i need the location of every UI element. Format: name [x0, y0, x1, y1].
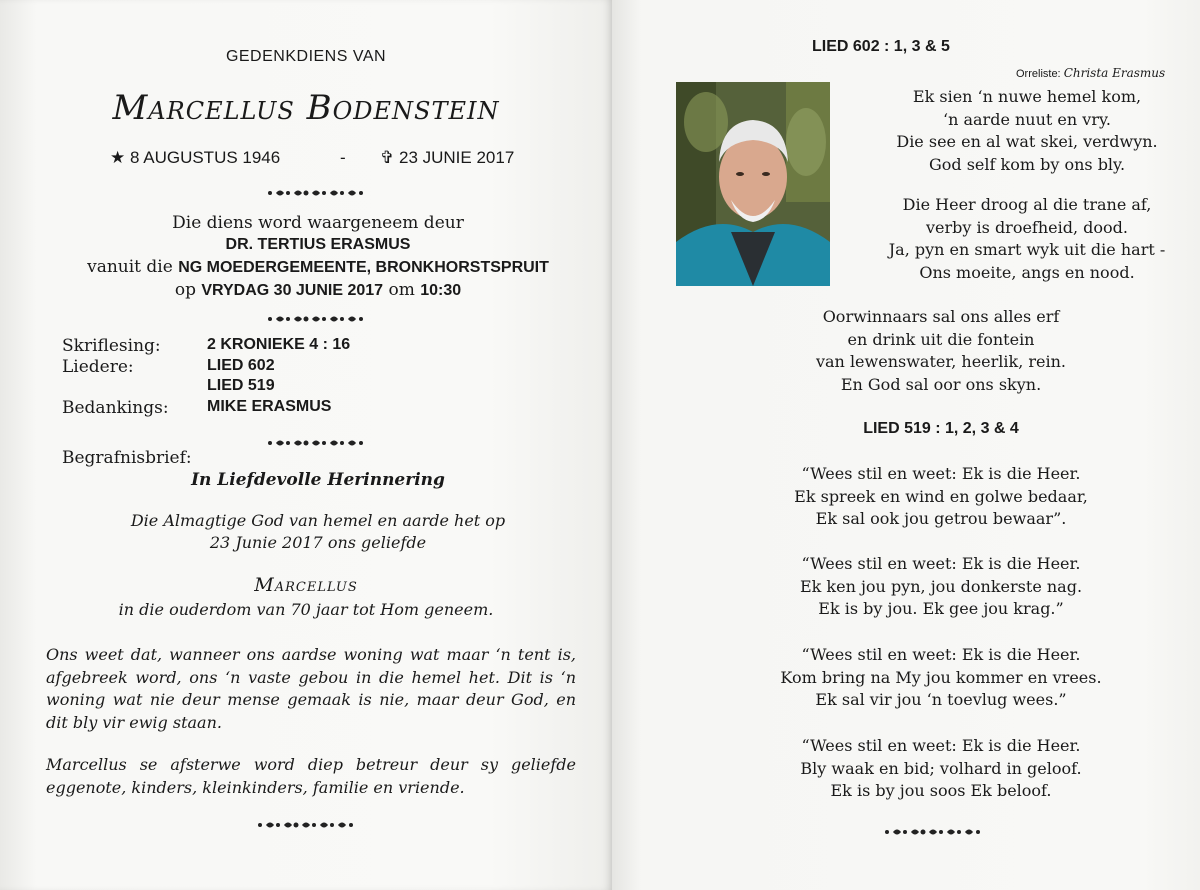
ornament-divider-icon: [256, 815, 356, 834]
verse-line: Die Heer droog al die trane af,: [902, 195, 1152, 214]
verse-line: van lewenswater, heerlik, rein.: [815, 352, 1067, 371]
verse-line: Ek sien ‘n nuwe hemel kom,: [912, 87, 1142, 106]
verse-line: “Wees stil en weet: Ek is die Heer.: [801, 645, 1081, 664]
service-time: 10:30: [420, 282, 462, 299]
verse-line: Ek is by jou. Ek gee jou krag.”: [818, 599, 1064, 618]
detail-value: LIED 602: [207, 357, 275, 374]
venue: NG MOEDERGEMEENTE, BRONKHORSTSPRUIT: [178, 259, 549, 276]
time-prefix: om: [388, 280, 415, 300]
almagtig-text: [0, 510, 636, 554]
verse-line: Ek ken jou pyn, jou donkerste nag.: [799, 576, 1083, 596]
service-date: VRYDAG 30 JUNIE 2017: [201, 282, 384, 299]
birth-date: 8 AUGUSTUS 1946: [129, 148, 281, 167]
verse-line: Ja, pyn en smart wyk uit die hart -: [888, 240, 1166, 259]
memorial-heading: GEDENKDIENS VAN: [225, 48, 387, 65]
ornament-divider-icon: [266, 183, 366, 202]
detail-value: 2 KRONIEKE 4 : 16: [207, 336, 351, 353]
begrafnisbrief-label: Begrafnisbrief:: [62, 448, 192, 468]
hymn-602-title: LIED 602 : 1, 3 & 5: [812, 38, 950, 55]
verse-line: Ek sal vir jou ‘n toevlug wees.”: [815, 690, 1067, 709]
verse-line: Ek sal ook jou getrou bewaar”.: [815, 509, 1067, 528]
deceased-name-small: Marcellus: [254, 574, 358, 596]
deceased-name: Marcellus Bodenstein: [112, 88, 500, 128]
detail-label: Skriflesing:: [62, 336, 161, 356]
detail-label: Bedankings:: [62, 398, 169, 418]
hymn-519-title: LIED 519 : 1, 2, 3 & 4: [863, 420, 1019, 437]
verse-line: Bly waak en bid; volhard in geloof.: [800, 758, 1082, 778]
officiant: DR. TERTIUS ERASMUS: [225, 236, 411, 253]
verse-line: Die see en al wat skei, verdwyn.: [896, 132, 1158, 151]
detail-value: LIED 519: [207, 377, 275, 394]
verse-line: ‘n aarde nuut en vry.: [943, 109, 1111, 129]
hymn-verse: [741, 644, 1141, 712]
hymn-verse: [741, 306, 1141, 396]
service-info: [0, 212, 636, 302]
verse-line: God self kom by ons bly.: [928, 154, 1126, 174]
star-icon: ★: [110, 148, 126, 167]
hymn-verse: [741, 553, 1141, 621]
organist-name: Christa Erasmus: [1063, 66, 1166, 80]
mourning-paragraph: Marcellus se afsterwe word diep betreur deur sy geliefde eggenote, kinders, kleinkinders, familie en vriende.: [46, 755, 576, 797]
scripture-paragraph: Ons weet dat, wanneer ons aardse woning wat maar ‘n tent is, afgebreek word, ons ‘n vaste gebou in die hemel het. Dit is ‘n woning wat nie deur mense gemaak is nie, maar deur God, en dit bly vir ewig staan.: [46, 645, 576, 732]
service-line: Die diens word waargeneem deur: [172, 213, 464, 233]
detail-label: Liedere:: [62, 357, 134, 377]
date-separator: -: [340, 148, 346, 167]
venue-prefix: vanuit die: [87, 257, 173, 277]
life-dates: [110, 148, 530, 168]
organist: [1016, 66, 1165, 80]
death-date: 23 JUNIE 2017: [398, 148, 515, 167]
ornament-divider-icon: [883, 822, 983, 841]
verse-line: “Wees stil en weet: Ek is die Heer.: [801, 554, 1081, 573]
verse-line: Ons moeite, angs en nood.: [919, 262, 1135, 282]
hymn-verse: [827, 86, 1200, 176]
hymn-verse: [827, 194, 1200, 284]
almagtig-line: 23 Junie 2017 ons geliefde: [209, 533, 427, 552]
verse-line: Ek spreek en wind en golwe bedaar,: [794, 486, 1088, 506]
hymn-verse: [741, 463, 1141, 531]
age-line: in die ouderdom van 70 jaar tot Hom geneem.: [118, 600, 494, 619]
verse-line: “Wees stil en weet: Ek is die Heer.: [801, 736, 1081, 755]
in-liefde-heading: In Liefdevolle Herinnering: [191, 470, 445, 490]
detail-value: MIKE ERASMUS: [207, 398, 332, 415]
verse-line: verby is droefheid, dood.: [926, 217, 1128, 237]
verse-line: Oorwinnaars sal ons alles erf: [822, 307, 1060, 326]
hymn-verse: [741, 735, 1141, 803]
verse-line: “Wees stil en weet: Ek is die Heer.: [801, 464, 1081, 483]
portrait-photo: [676, 82, 830, 286]
ornament-divider-icon: [266, 433, 366, 452]
ornament-divider-icon: [266, 309, 366, 328]
verse-line: Ek is by jou soos Ek beloof.: [830, 781, 1052, 800]
almagtig-line: Die Almagtige God van hemel en aarde het op: [130, 511, 506, 530]
verse-line: Kom bring na My jou kommer en vrees.: [780, 667, 1102, 687]
cross-icon: ✞: [380, 148, 395, 167]
organist-label: Orreliste:: [1016, 68, 1061, 80]
date-prefix: op: [174, 280, 196, 300]
verse-line: en drink uit die fontein: [847, 329, 1035, 349]
verse-line: En God sal oor ons skyn.: [840, 374, 1042, 394]
